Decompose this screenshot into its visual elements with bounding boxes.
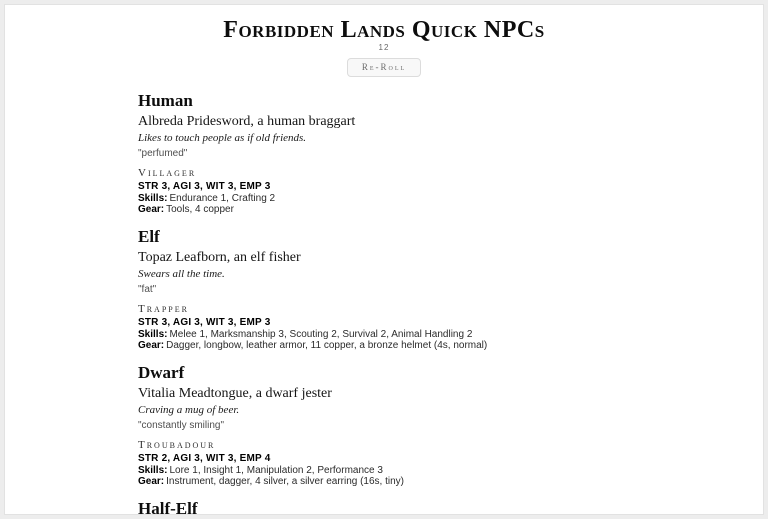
npc-occupation: Troubadour bbox=[138, 439, 216, 451]
gear-value: Instrument, dagger, 4 silver, a silver earring (16s, tiny) bbox=[166, 476, 405, 487]
skills-value: Endurance 1, Crafting 2 bbox=[169, 193, 276, 204]
gear-value: Dagger, longbow, leather armor, 11 copper, a bronze helmet (4s, normal) bbox=[166, 340, 488, 351]
npc-section-human bbox=[138, 91, 630, 215]
skills-value: Lore 1, Insight 1, Manipulation 2, Performance 3 bbox=[169, 465, 383, 476]
skills-value: Melee 1, Marksmanship 3, Scouting 2, Survival 2, Animal Handling 2 bbox=[169, 329, 473, 340]
kin-heading: Human bbox=[138, 91, 193, 110]
page-header bbox=[5, 5, 763, 77]
gear-label: Gear: bbox=[138, 340, 165, 351]
npc-quote: "constantly smiling" bbox=[138, 420, 225, 431]
npc-quote: "perfumed" bbox=[138, 148, 188, 159]
npc-name: Topaz Leafborn, an elf fisher bbox=[138, 250, 301, 265]
gear-label: Gear: bbox=[138, 204, 165, 215]
npc-gear bbox=[138, 204, 630, 215]
reroll-button[interactable]: Re-Roll bbox=[347, 58, 421, 77]
npc-list bbox=[138, 91, 630, 519]
npc-flavor: Likes to touch people as if old friends. bbox=[138, 132, 307, 144]
kin-heading: Elf bbox=[138, 227, 160, 246]
npc-skills bbox=[138, 465, 630, 476]
npc-flavor: Craving a mug of beer. bbox=[138, 404, 240, 416]
npc-flavor: Swears all the time. bbox=[138, 268, 225, 280]
seed-number: 12 bbox=[378, 43, 390, 52]
npc-name: Albreda Pridesword, a human braggart bbox=[138, 114, 356, 129]
npc-stats: STR 3, AGI 3, WIT 3, EMP 3 bbox=[138, 317, 271, 328]
npc-skills bbox=[138, 193, 630, 204]
gear-value: Tools, 4 copper bbox=[166, 204, 234, 215]
npc-stats: STR 3, AGI 3, WIT 3, EMP 3 bbox=[138, 181, 271, 192]
npc-skills bbox=[138, 329, 630, 340]
npc-section-dwarf bbox=[138, 363, 630, 487]
npc-section-half-elf bbox=[138, 499, 630, 519]
npc-gear bbox=[138, 340, 630, 351]
page-card bbox=[4, 4, 764, 518]
gear-label: Gear: bbox=[138, 476, 165, 487]
skills-label: Skills: bbox=[138, 329, 168, 340]
npc-name: Vitalia Meadtongue, a dwarf jester bbox=[138, 386, 332, 401]
npc-quote: "fat" bbox=[138, 284, 157, 295]
skills-label: Skills: bbox=[138, 465, 168, 476]
kin-heading: Half-Elf bbox=[138, 499, 198, 518]
npc-section-elf bbox=[138, 227, 630, 351]
kin-heading: Dwarf bbox=[138, 363, 185, 382]
npc-stats: STR 2, AGI 3, WIT 3, EMP 4 bbox=[138, 453, 271, 464]
npc-occupation: Villager bbox=[138, 167, 197, 179]
page-title: Forbidden Lands Quick NPCs bbox=[223, 17, 545, 43]
skills-label: Skills: bbox=[138, 193, 168, 204]
npc-gear bbox=[138, 476, 630, 487]
npc-occupation: Trapper bbox=[138, 303, 189, 315]
